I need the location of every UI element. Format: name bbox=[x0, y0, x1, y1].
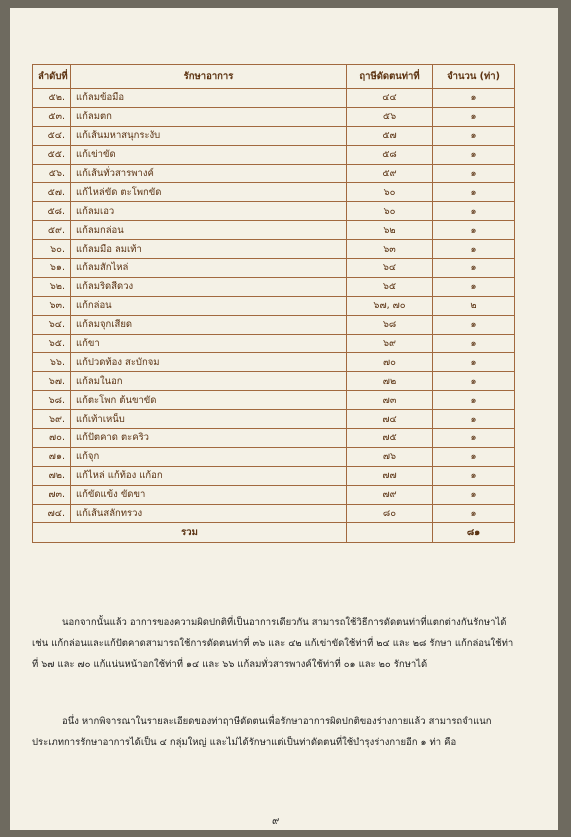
header-symptom: รักษาอาการ bbox=[71, 65, 347, 89]
row-count: ๑ bbox=[433, 202, 515, 221]
table-header-row bbox=[33, 65, 515, 89]
row-order: ๗๓. bbox=[33, 485, 71, 504]
row-count: ๑ bbox=[433, 447, 515, 466]
row-count: ๑ bbox=[433, 504, 515, 523]
paragraph-1: นอกจากนั้นแล้ว อาการของความผิดปกติที่เป็นอาการเดียวกัน สามารถใช้วิธีการดัดตนท่าที่แตกต่างกันรักษาได้ เช่น แก้กล่อนและแก้ปัตคาดสามารถใช้การดัดตนท่าที่ ๓๖ และ ๔๒ แก้เข่าขัดใช้ท่าที่ ๒๔ และ ๒๘ รักษา แก้กล่อนใช้ท่าที่ ๖๗ และ ๗๐ แก้แน่นหน้าอกใช้ท่าที่ ๑๔ และ ๖๖ แก้ลมทั่วสารพางค์ใช้ท่าที่ ๐๑ และ ๒๐ รักษาได้ bbox=[32, 617, 514, 670]
table-row bbox=[33, 89, 515, 108]
row-symptom: แก้จุก bbox=[71, 447, 347, 466]
paragraph-2: อนึ่ง หากพิจารณาในรายละเอียดของท่าฤาษีดัดตนเพื่อรักษาอาการผิดปกติของร่างกายแล้ว สามารถจำแนกประเภทการรักษาอาการได้เป็น ๔ กลุ่มใหญ่ และไม่ได้รักษาแต่เป็นท่าดัดตนที่ใช้บำรุงร่างกายอีก ๑ ท่า คือ bbox=[32, 716, 492, 748]
row-order: ๗๑. bbox=[33, 447, 71, 466]
row-order: ๖๓. bbox=[33, 296, 71, 315]
row-count: ๑ bbox=[433, 240, 515, 259]
table-row bbox=[33, 334, 515, 353]
treatment-table-container bbox=[32, 64, 514, 543]
row-pose: ๗๗ bbox=[347, 466, 433, 485]
table-row bbox=[33, 429, 515, 448]
row-symptom: แก้ลมริดสีดวง bbox=[71, 277, 347, 296]
row-symptom: แก้ตะโพก ต้นขาขัด bbox=[71, 391, 347, 410]
row-count: ๒ bbox=[433, 296, 515, 315]
row-order: ๖๑. bbox=[33, 259, 71, 278]
row-symptom: แก้ไหล่ แก้ท้อง แก้อก bbox=[71, 466, 347, 485]
row-count: ๑ bbox=[433, 429, 515, 448]
table-row bbox=[33, 353, 515, 372]
row-pose: ๖๕ bbox=[347, 277, 433, 296]
row-symptom: แก้เข่าขัด bbox=[71, 145, 347, 164]
table-row bbox=[33, 447, 515, 466]
row-pose: ๕๘ bbox=[347, 145, 433, 164]
row-count: ๑ bbox=[433, 410, 515, 429]
row-pose: ๗๔ bbox=[347, 410, 433, 429]
row-symptom: แก้ไหล่ขัด ตะโพกขัด bbox=[71, 183, 347, 202]
table-row bbox=[33, 485, 515, 504]
table-row bbox=[33, 372, 515, 391]
row-order: ๕๘. bbox=[33, 202, 71, 221]
row-order: ๕๖. bbox=[33, 164, 71, 183]
row-pose: ๗๖ bbox=[347, 447, 433, 466]
treatment-table bbox=[32, 64, 515, 543]
row-symptom: แก้ลมสักไหล่ bbox=[71, 259, 347, 278]
row-count: ๑ bbox=[433, 164, 515, 183]
row-count: ๑ bbox=[433, 107, 515, 126]
row-order: ๖๕. bbox=[33, 334, 71, 353]
row-pose: ๗๒ bbox=[347, 372, 433, 391]
row-count: ๑ bbox=[433, 221, 515, 240]
row-order: ๖๙. bbox=[33, 410, 71, 429]
row-count: ๑ bbox=[433, 391, 515, 410]
table-total-row bbox=[33, 523, 515, 543]
table-row bbox=[33, 504, 515, 523]
row-pose: ๖๗, ๗๐ bbox=[347, 296, 433, 315]
row-symptom: แก้ลมจุกเสียด bbox=[71, 315, 347, 334]
row-symptom: แก้กล่อน bbox=[71, 296, 347, 315]
row-order: ๕๒. bbox=[33, 89, 71, 108]
row-pose: ๗๓ bbox=[347, 391, 433, 410]
row-count: ๑ bbox=[433, 277, 515, 296]
table-row bbox=[33, 164, 515, 183]
row-count: ๑ bbox=[433, 259, 515, 278]
table-row bbox=[33, 466, 515, 485]
row-order: ๕๔. bbox=[33, 126, 71, 145]
row-symptom: แก้ลมเอว bbox=[71, 202, 347, 221]
row-order: ๕๓. bbox=[33, 107, 71, 126]
row-symptom: แก้เส้นมหาสนุกระงับ bbox=[71, 126, 347, 145]
row-order: ๖๖. bbox=[33, 353, 71, 372]
row-pose: ๖๔ bbox=[347, 259, 433, 278]
row-pose: ๗๕ bbox=[347, 429, 433, 448]
row-pose: ๘๐ bbox=[347, 504, 433, 523]
table-row bbox=[33, 183, 515, 202]
row-symptom: แก้ลมในอก bbox=[71, 372, 347, 391]
row-symptom: แก้เส้นทั่วสารพางค์ bbox=[71, 164, 347, 183]
table-row bbox=[33, 107, 515, 126]
row-symptom: แก้ปวดท้อง สะบักจม bbox=[71, 353, 347, 372]
row-symptom: แก้ปัตคาด ตะคริว bbox=[71, 429, 347, 448]
row-order: ๖๐. bbox=[33, 240, 71, 259]
row-order: ๕๙. bbox=[33, 221, 71, 240]
row-pose: ๗๐ bbox=[347, 353, 433, 372]
row-pose: ๖๘ bbox=[347, 315, 433, 334]
total-label: รวม bbox=[33, 523, 347, 543]
table-row bbox=[33, 391, 515, 410]
total-empty-cell bbox=[347, 523, 433, 543]
row-symptom: แก้ลมกล่อน bbox=[71, 221, 347, 240]
row-count: ๑ bbox=[433, 466, 515, 485]
row-order: ๗๐. bbox=[33, 429, 71, 448]
table-row bbox=[33, 126, 515, 145]
table-row bbox=[33, 296, 515, 315]
total-value: ๘๑ bbox=[433, 523, 515, 543]
row-symptom: แก้เส้นสลักทรวง bbox=[71, 504, 347, 523]
table-row bbox=[33, 202, 515, 221]
row-pose: ๖๒ bbox=[347, 221, 433, 240]
row-count: ๑ bbox=[433, 145, 515, 164]
row-symptom: แก้ขา bbox=[71, 334, 347, 353]
table-row bbox=[33, 277, 515, 296]
row-order: ๖๒. bbox=[33, 277, 71, 296]
row-order: ๖๔. bbox=[33, 315, 71, 334]
row-pose: ๔๔ bbox=[347, 89, 433, 108]
document-page bbox=[10, 8, 558, 830]
header-count: จำนวน (ท่า) bbox=[433, 65, 515, 89]
table-row bbox=[33, 410, 515, 429]
row-count: ๑ bbox=[433, 485, 515, 504]
row-symptom: แก้ลมตก bbox=[71, 107, 347, 126]
row-order: ๕๗. bbox=[33, 183, 71, 202]
row-pose: ๖๐ bbox=[347, 202, 433, 221]
header-order: ลำดับที่ bbox=[33, 65, 71, 89]
row-count: ๑ bbox=[433, 315, 515, 334]
header-pose: ฤาษีดัดตนท่าที่ bbox=[347, 65, 433, 89]
table-row bbox=[33, 145, 515, 164]
row-order: ๗๒. bbox=[33, 466, 71, 485]
table-row bbox=[33, 221, 515, 240]
row-count: ๑ bbox=[433, 126, 515, 145]
row-symptom: แก้ลมข้อมือ bbox=[71, 89, 347, 108]
table-row bbox=[33, 259, 515, 278]
row-pose: ๖๐ bbox=[347, 183, 433, 202]
row-count: ๑ bbox=[433, 183, 515, 202]
row-order: ๗๔. bbox=[33, 504, 71, 523]
page-number: ๙ bbox=[272, 816, 280, 827]
table-row bbox=[33, 315, 515, 334]
row-count: ๑ bbox=[433, 89, 515, 108]
row-pose: ๕๖ bbox=[347, 107, 433, 126]
row-order: ๖๘. bbox=[33, 391, 71, 410]
row-pose: ๖๙ bbox=[347, 334, 433, 353]
row-pose: ๗๙ bbox=[347, 485, 433, 504]
row-symptom: แก้เท้าเหน็บ bbox=[71, 410, 347, 429]
row-order: ๖๗. bbox=[33, 372, 71, 391]
row-pose: ๕๗ bbox=[347, 126, 433, 145]
row-pose: ๖๓ bbox=[347, 240, 433, 259]
row-count: ๑ bbox=[433, 334, 515, 353]
row-symptom: แก้ลมมือ ลมเท้า bbox=[71, 240, 347, 259]
row-pose: ๕๙ bbox=[347, 164, 433, 183]
row-count: ๑ bbox=[433, 353, 515, 372]
table-row bbox=[33, 240, 515, 259]
table-body bbox=[33, 89, 515, 523]
row-count: ๑ bbox=[433, 372, 515, 391]
row-symptom: แก้ขัดแข้ง ขัดขา bbox=[71, 485, 347, 504]
row-order: ๕๕. bbox=[33, 145, 71, 164]
